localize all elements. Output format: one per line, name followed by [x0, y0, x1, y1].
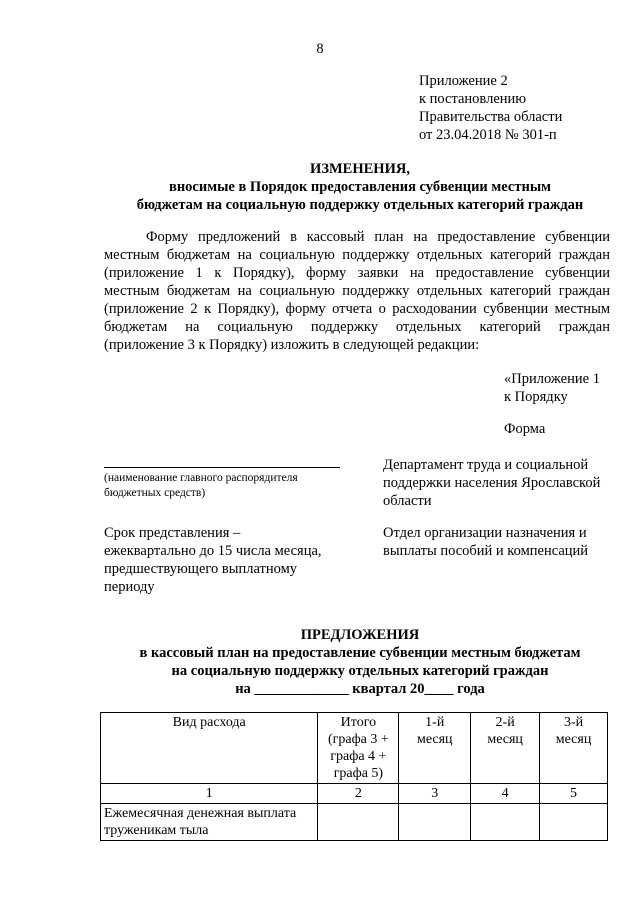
proposals-sub: в кассовый план на предоставление субвенции местным бюджетам [139, 645, 581, 661]
header-label: графа 4 + [330, 749, 387, 764]
department-name [383, 456, 613, 510]
header-label: Вид расхода [172, 715, 246, 730]
annex-1-header [504, 370, 624, 406]
appendix-header [419, 72, 629, 144]
deadline-line: периоду [104, 579, 155, 595]
proposals-main: ПРЕДЛОЖЕНИЯ [300, 627, 420, 643]
deadline-line: предшествующего выплатному [104, 561, 298, 577]
body-line: бюджетам на социальную поддержку отдельных категорий граждан [104, 319, 610, 335]
signature-caption [104, 471, 298, 501]
month-3-cell [540, 804, 608, 841]
column-number-row [101, 784, 608, 804]
annex-line: к Порядку [504, 389, 568, 405]
column-number: 1 [101, 784, 318, 804]
expense-name-cell [101, 804, 318, 841]
table-header-row [101, 713, 608, 784]
header-label: графа 5) [333, 766, 384, 781]
proposals-sub: на _____________ квартал 20____ года [235, 681, 485, 697]
body-line: (приложение 2 к Порядку), форму отчета о расходовании субвенции местным [104, 301, 610, 317]
proposals-title [60, 626, 640, 698]
department-line: области [383, 493, 432, 509]
body-paragraph [104, 228, 610, 354]
header-label: месяц [487, 732, 523, 747]
submission-deadline [104, 524, 354, 596]
appendix-line: Правительства области [419, 109, 563, 125]
form-label: Форма [504, 421, 546, 437]
header-label: (графа 3 + [327, 732, 389, 747]
department-line: поддержки населения Ярославской [383, 475, 601, 491]
annex-line: «Приложение 1 [504, 371, 600, 387]
column-number: 5 [540, 784, 608, 804]
expense-name-line: труженикам тыла [104, 823, 209, 838]
header-month-1 [399, 713, 471, 784]
month-1-cell [399, 804, 471, 841]
title-sub: бюджетам на социальную поддержку отдельных категорий граждан [136, 197, 584, 213]
title-main: ИЗМЕНЕНИЯ, [310, 161, 410, 177]
body-line: местным бюджетам на социальную поддержку отдельных категорий граждан [104, 283, 610, 299]
appendix-line: Приложение 2 [419, 73, 508, 89]
header-label: месяц [416, 732, 453, 747]
proposals-table [100, 712, 608, 841]
office-line: выплаты пособий и компенсаций [383, 543, 589, 559]
caption-line: (наименование главного распорядителя [104, 472, 298, 484]
header-label: месяц [555, 732, 592, 747]
total-cell [318, 804, 399, 841]
column-number: 2 [318, 784, 399, 804]
appendix-line: от 23.04.2018 № 301-п [419, 127, 557, 143]
document-title [60, 160, 640, 214]
header-total [318, 713, 399, 784]
body-line: (приложение 1 к Порядку), форму заявки на предоставление субвенции [104, 265, 610, 281]
column-number: 4 [471, 784, 540, 804]
header-expense-type [101, 713, 318, 784]
body-line: Форму предложений в кассовый план на предоставление субвенции [146, 229, 610, 245]
proposals-sub: на социальную поддержку отдельных категорий граждан [171, 663, 549, 679]
month-2-cell [471, 804, 540, 841]
column-number: 3 [399, 784, 471, 804]
office-line: Отдел организации назначения и [383, 525, 587, 541]
signature-line [104, 467, 340, 468]
header-month-2 [471, 713, 540, 784]
office-name [383, 524, 623, 560]
page-number: 8 [316, 41, 324, 57]
header-label: Итого [340, 715, 377, 730]
appendix-line: к постановлению [419, 91, 527, 107]
header-label: 1-й [425, 715, 445, 730]
expense-name-line: Ежемесячная денежная выплата [104, 806, 297, 821]
caption-line: бюджетных средств) [104, 487, 206, 499]
department-line: Департамент труда и социальной [383, 457, 589, 473]
body-line: местным бюджетам на социальную поддержку отдельных категорий граждан [104, 247, 610, 263]
deadline-line: Срок представления – [104, 525, 241, 541]
deadline-line: ежеквартально до 15 числа месяца, [104, 543, 322, 559]
header-label: 2-й [495, 715, 515, 730]
title-sub: вносимые в Порядок предоставления субвенции местным [168, 179, 552, 195]
header-month-3 [540, 713, 608, 784]
body-line: (приложение 3 к Порядку) изложить в следующей редакции: [104, 337, 480, 353]
header-label: 3-й [563, 715, 584, 730]
table-row [101, 804, 608, 841]
